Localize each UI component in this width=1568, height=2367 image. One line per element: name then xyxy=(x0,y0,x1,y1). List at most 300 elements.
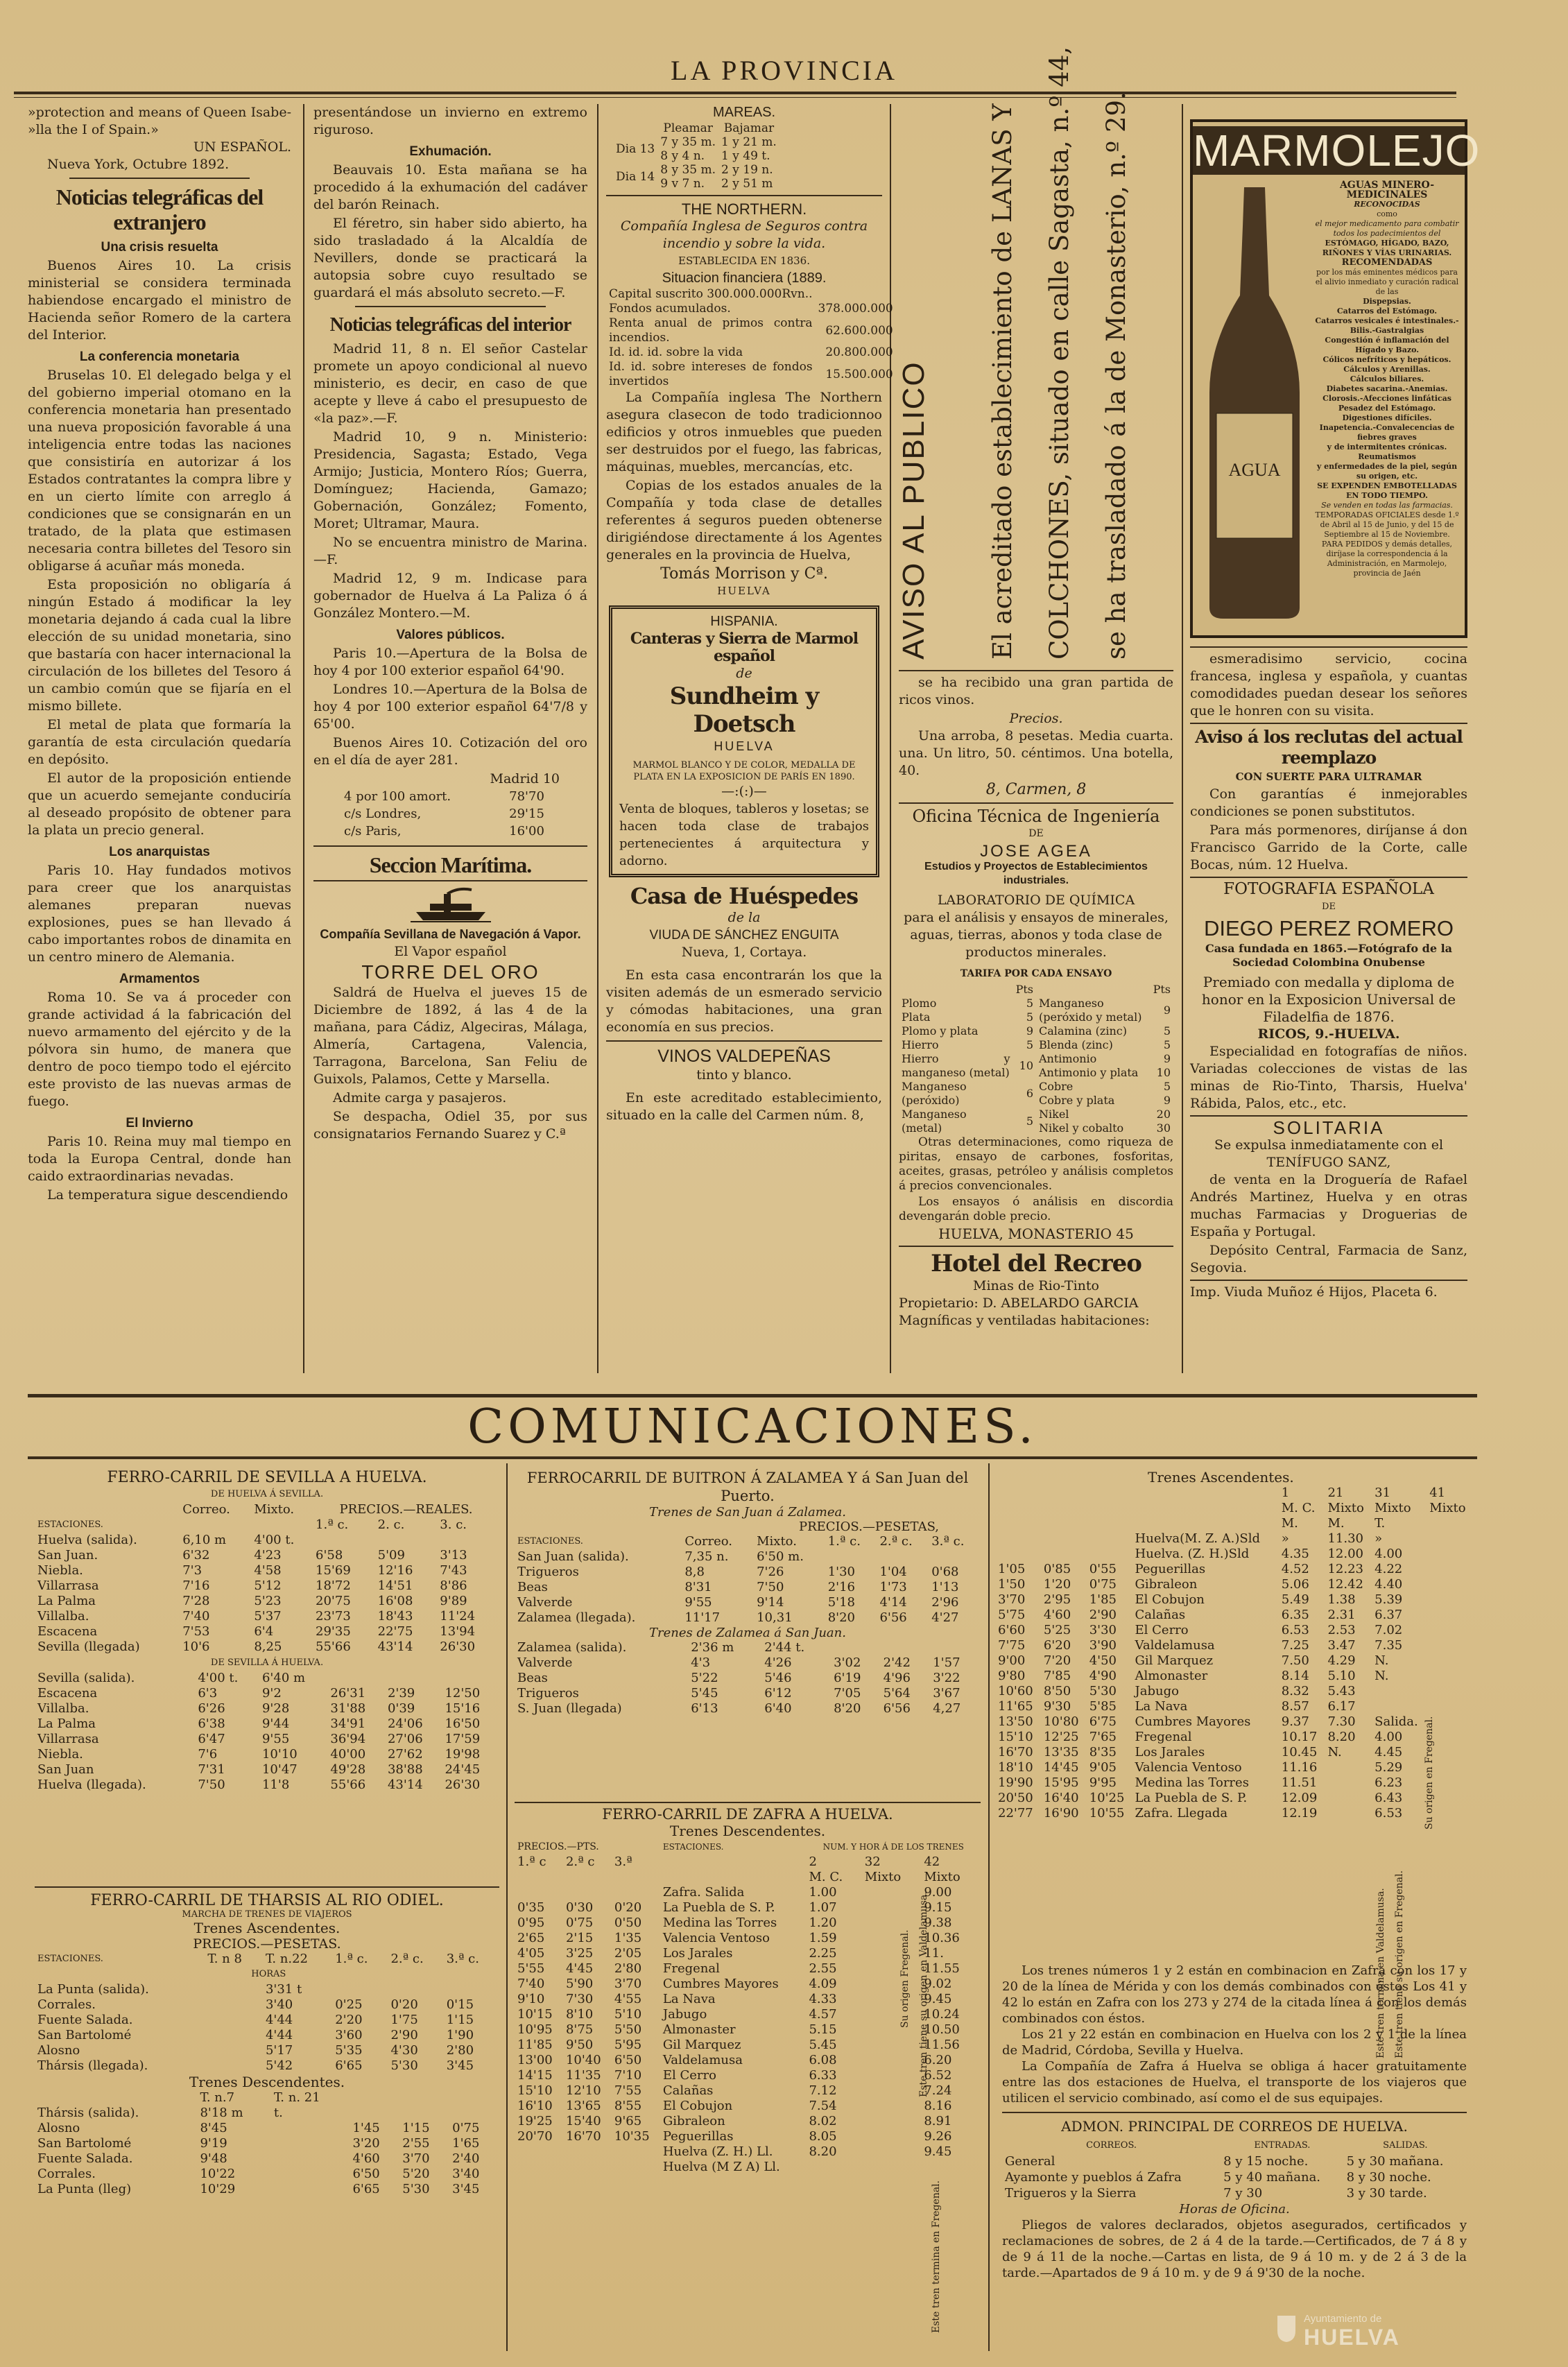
table-row xyxy=(1002,2137,1467,2153)
table-cell: 5'37 xyxy=(254,1609,282,1624)
table-cell: 1'45 xyxy=(352,2121,380,2135)
table-cell: 29'35 xyxy=(316,1624,351,1639)
column-2 xyxy=(313,104,587,1373)
table-cell: 8'55 xyxy=(614,2099,642,2113)
table-cell: La Palma xyxy=(37,1594,96,1608)
table-cell: Trigueros xyxy=(517,1686,579,1701)
table-cell: Corrales. xyxy=(37,2167,96,2181)
table-cell: 6'40 m xyxy=(261,1671,306,1685)
table-cell xyxy=(862,1946,922,1961)
table-cell: 9'14 xyxy=(757,1595,784,1610)
subheading: Armamentos xyxy=(119,972,200,986)
table-cell xyxy=(350,2090,499,2106)
vapor-label: El Vapor español xyxy=(394,944,507,959)
table-row xyxy=(35,1624,499,1639)
table-cell xyxy=(1325,1791,1372,1806)
ad-paragraph: se ha recibido una gran partida de ricos vinos. xyxy=(899,675,1173,707)
table-cell: 5.39 xyxy=(1375,1592,1403,1607)
table-cell: 4.45 xyxy=(1375,1745,1403,1759)
table-cell xyxy=(205,2028,263,2043)
column-rule xyxy=(988,1463,990,2351)
table-cell xyxy=(271,2136,350,2151)
table-row xyxy=(515,2007,981,2022)
table-cell: 62.600.000 xyxy=(825,323,893,338)
table-cell xyxy=(35,1967,205,1982)
table-cell xyxy=(375,1533,438,1548)
table-cell: 10,31 xyxy=(757,1610,793,1625)
hispania-ad xyxy=(609,605,879,877)
divider xyxy=(606,195,882,196)
table-cell: Bajamar xyxy=(723,121,775,135)
table-cell: 2'16 xyxy=(827,1580,856,1594)
table-cell: 4.35 xyxy=(1281,1547,1309,1561)
table-cell xyxy=(1325,1775,1372,1791)
table-cell xyxy=(862,1916,922,1931)
table-cell: 41 xyxy=(1429,1486,1446,1500)
buitron-rows-2 xyxy=(515,1640,981,1716)
table-cell: 1.00 xyxy=(809,1885,837,1900)
table-cell xyxy=(806,2160,861,2175)
table-row xyxy=(515,2038,981,2053)
table-cell: 14'15 xyxy=(517,2068,553,2083)
news-paragraph: La temperatura sigue descendiendo xyxy=(47,1187,288,1203)
table-row xyxy=(515,1916,981,1931)
table-cell: Alosno xyxy=(37,2043,80,2058)
table-cell: 6.33 xyxy=(809,2068,837,2083)
ad-line: PARA PEDIDOS y demás detalles, diríjase la correspondencia á la Administración, en Marmolejo, provincia de Jaén xyxy=(1321,540,1453,578)
ad-line: Diabetes sacarina.-Anemias. xyxy=(1326,384,1448,393)
sevilla-huelva xyxy=(35,1469,499,1793)
table-cell: 9.45 xyxy=(924,2144,952,2159)
table-row xyxy=(341,805,547,823)
news-paragraph: Paris 10. Hay fundados motivos para creer que los anarquistas alemanes preparan nuevas explosiones, pues se han llevado á cabo importantes robos de dinamita en un centro minero de Alemania. xyxy=(28,863,291,965)
table-cell: San Juan xyxy=(37,1762,94,1777)
table-cell: 1'85 xyxy=(1089,1592,1117,1607)
table-cell: c/s Londres, xyxy=(344,807,422,821)
table-cell: Beas xyxy=(517,1671,548,1685)
table-cell: 5'45 xyxy=(691,1686,718,1701)
table-cell: 6'65 xyxy=(352,2182,380,2196)
table-cell: 24'45 xyxy=(445,1762,481,1777)
correos-paragraph: Pliegos de valores declarados, objetos asegurados, certificados y reclamaciones de sobres, de 2 á 4 de la tarde.—Certificados, de 7 á 8 y de 9 á 11 de la noche.—Cartas en lista, de 9 á 10 m. y de 2 á 3 de la tarde.—Apartados de 9 á 10 m. y de 9 á 9'30 de la noche. xyxy=(1002,2218,1467,2280)
table-cell: 31'88 xyxy=(330,1701,366,1716)
table-cell xyxy=(251,1517,313,1533)
table-cell: 5 xyxy=(1163,1024,1171,1038)
divider xyxy=(1002,2112,1467,2113)
table-cell: 6 xyxy=(1026,1087,1033,1100)
ad-paragraph: Especialidad en fotografías de niños. Variadas colecciones de vistas de las minas de Rio-Tinto, Tharsis, Huelva' Rábida, Palos, etc., etc. xyxy=(1190,1044,1467,1111)
table-cell: 1'90 xyxy=(446,2028,474,2042)
table-cell: Trigueros y la Sierra xyxy=(1005,2186,1137,2201)
table-cell: 5.49 xyxy=(1281,1592,1309,1607)
table-cell: Hierro y manganeso (metal) xyxy=(902,1052,1010,1079)
asc-rows xyxy=(995,1531,1474,1821)
table-cell: 6'26 xyxy=(198,1701,225,1716)
table-cell: 0'39 xyxy=(387,1701,415,1716)
table-cell: 10 xyxy=(1019,1059,1033,1072)
table-row xyxy=(899,1038,1036,1052)
table-row xyxy=(1036,1121,1173,1135)
casa-title: Casa de Huéspedes xyxy=(630,883,859,909)
ad-paragraph: Con garantías é inmejorables condiciones se ponen substitutos. xyxy=(1190,786,1467,819)
divider xyxy=(606,1040,882,1042)
table-cell: 5'17 xyxy=(265,2043,293,2058)
company-name: Compañía Sevillana de Navegación á Vapor. xyxy=(320,927,581,941)
table-cell: 5'10 xyxy=(614,2007,642,2022)
table-cell: Los Jarales xyxy=(662,1946,733,1961)
table-cell: 9 xyxy=(1163,1004,1171,1017)
table-cell: 4,27 xyxy=(933,1701,961,1716)
table-cell: 10.24 xyxy=(924,2007,960,2022)
table-cell xyxy=(399,2106,449,2121)
table-cell: 5 xyxy=(1026,1114,1033,1128)
marmolejo-title: MARMOLEJO xyxy=(1193,126,1481,175)
watermark-line2: HUELVA xyxy=(1304,2325,1400,2350)
table-cell: Valverde xyxy=(517,1655,573,1670)
table-row xyxy=(606,345,896,360)
divider xyxy=(35,1886,499,1888)
table-cell: 4'60 xyxy=(352,2151,380,2166)
table-cell: 9'89 xyxy=(440,1594,467,1608)
table-cell: 0'55 xyxy=(1089,1562,1117,1576)
table-cell: 6'56 xyxy=(879,1610,907,1625)
table-cell xyxy=(831,1640,881,1655)
table-cell xyxy=(437,1533,499,1548)
table-cell: 7'30 xyxy=(565,1992,594,2006)
table-cell xyxy=(612,2144,660,2160)
table-cell xyxy=(995,1501,1279,1516)
table-cell xyxy=(816,287,896,302)
table-cell: 5'95 xyxy=(614,2038,642,2052)
table-row xyxy=(35,1533,499,1548)
table-cell: Huelva (M Z A) Ll. xyxy=(662,2160,780,2174)
table-cell: Thársis (llegada). xyxy=(37,2058,148,2073)
table-cell: 1'04 xyxy=(879,1565,907,1579)
table-cell: 10.45 xyxy=(1281,1745,1318,1759)
column-5 xyxy=(1190,104,1481,1373)
table-cell xyxy=(385,1671,442,1686)
established: ESTABLECIDA EN 1836. xyxy=(678,255,810,267)
table-cell: 2'90 xyxy=(390,2028,418,2042)
table-row xyxy=(35,1686,499,1701)
table-cell: La Punta (lleg) xyxy=(37,2182,132,2196)
zafra-rot-1: Su origen Fregenal. xyxy=(899,1929,911,2028)
table-row xyxy=(606,302,896,316)
asc-table xyxy=(995,1486,1474,1821)
table-row xyxy=(606,316,896,345)
hotel-sub: Minas de Rio-Tinto xyxy=(973,1278,1099,1293)
table-row xyxy=(515,1595,981,1610)
table-row xyxy=(35,1732,499,1747)
table-row xyxy=(995,1562,1474,1577)
table-cell: 14'45 xyxy=(1043,1760,1079,1775)
table-cell: 9'44 xyxy=(261,1716,290,1731)
table-cell: 3'40 xyxy=(452,2167,480,2181)
table-cell: 2'65 xyxy=(517,1931,545,1945)
table-cell: 13'00 xyxy=(517,2053,553,2067)
ad-paragraph: Los ensayos ó análisis en discordia devengarán doble precio. xyxy=(899,1195,1173,1223)
table-row xyxy=(1002,2185,1467,2201)
table-cell: 9'95 xyxy=(1089,1775,1117,1790)
asc-rot-1: Su origen en Fregenal. xyxy=(1424,1716,1435,1830)
table-cell: 16'10 xyxy=(517,2099,553,2113)
table-row xyxy=(1002,2153,1467,2169)
table-cell: Sevilla (salida). xyxy=(37,1671,135,1685)
table-cell: 0'85 xyxy=(1043,1562,1071,1576)
ad-line: el mejor medicamento para combatir todos los padecimientos del xyxy=(1315,219,1459,238)
table-cell: 10'55 xyxy=(1089,1806,1125,1821)
table-cell xyxy=(1427,1516,1474,1531)
northern-title: THE NORTHERN. xyxy=(681,200,807,218)
table-cell: 10'80 xyxy=(1043,1714,1079,1729)
estudios: Estudios y Proyectos de Establecimientos industriales. xyxy=(924,861,1148,886)
table-cell xyxy=(877,1549,929,1565)
ensayos-right xyxy=(1036,983,1173,1135)
table-cell: 8'18 m xyxy=(200,2106,243,2120)
table-cell: 20'70 xyxy=(517,2129,553,2144)
table-cell xyxy=(205,1997,263,2013)
table-cell: 1'15 xyxy=(446,2013,474,2027)
table-row xyxy=(995,1501,1474,1516)
news-paragraph: El féretro, sin haber sido abierto, ha sido trasladado á la Alcaldía de Nevillers, donde se practicará la autopsia sobre cuyo resultado se guardará el más absoluto secreto.—F. xyxy=(313,216,587,300)
viuda: VIUDA DE SÁNCHEZ ENGUITA xyxy=(649,928,839,943)
section-heading: Noticias telegráficas del extranjero xyxy=(55,184,264,234)
ad-paragraph: En esta casa encontrarán los que la visiten además de un esmerado servicio y cómodas habitaciones, una gran economía en sus precios. xyxy=(606,967,882,1035)
table-cell: S. Juan (llegada) xyxy=(517,1701,622,1716)
table-cell: Valencia Ventoso xyxy=(662,1931,770,1945)
table-cell xyxy=(862,2068,922,2083)
table-cell: Valencia Ventoso xyxy=(1135,1760,1242,1775)
news-paragraph: Paris 10.—Apertura de la Bolsa de hoy 4 por 100 exterior español 64'90. xyxy=(313,646,587,678)
table-cell: 3'13 xyxy=(440,1548,467,1563)
table-cell: 19'25 xyxy=(517,2114,553,2128)
table-cell: 4'3 xyxy=(691,1655,711,1670)
table-row xyxy=(899,1024,1036,1038)
ad-paragraph: Otras determinaciones, como riqueza de piritas, ensayo de carbones, fosforitas, aceites, grasas, petróleo y análisis completos á precios convencionales. xyxy=(899,1135,1173,1193)
table-cell xyxy=(862,2083,922,2099)
oficina-de: DE xyxy=(1028,828,1044,839)
maritima-heading: Seccion Marítima. xyxy=(369,852,532,877)
table-cell: Cobre y plata xyxy=(1039,1094,1115,1107)
table-row xyxy=(35,1701,499,1716)
divider xyxy=(1190,877,1467,878)
table-cell: 6'50 xyxy=(352,2167,380,2181)
table-cell: 5 y 30 mañana. xyxy=(1346,2154,1444,2169)
table-cell: 16'40 xyxy=(1043,1791,1079,1805)
table-cell: 2'20 xyxy=(335,2013,363,2027)
table-row xyxy=(995,1638,1474,1653)
table-cell: Corrales. xyxy=(37,1997,96,2012)
table-cell: Huelva (llegada). xyxy=(37,1778,146,1792)
table-cell: 8 y 30 noche. xyxy=(1346,2170,1431,2185)
table-cell: 0'30 xyxy=(565,1900,594,1915)
ad-paragraph: Depósito Central, Farmacia de Sanz, Segovia. xyxy=(1190,1243,1467,1275)
table-cell: 34'91 xyxy=(330,1716,366,1731)
table-row xyxy=(35,1967,499,1982)
table-row xyxy=(515,2099,981,2114)
table-cell: Niebla. xyxy=(37,1563,83,1578)
table-cell: 6'20 xyxy=(1043,1638,1071,1653)
table-cell xyxy=(862,1977,922,1992)
table-row xyxy=(995,1669,1474,1684)
table-cell xyxy=(205,2013,263,2028)
ensayos-left xyxy=(899,983,1036,1135)
table-cell: 10'47 xyxy=(261,1762,298,1777)
asc-title: Trenes Ascendentes. xyxy=(1148,1469,1294,1486)
ad-line: Digestiones difíciles. xyxy=(1342,413,1432,422)
table-cell: 2'90 xyxy=(1089,1608,1117,1622)
table-cell: 5'25 xyxy=(1043,1623,1071,1637)
comunicaciones-rule xyxy=(28,1456,1477,1459)
table-cell: 6.17 xyxy=(1327,1699,1356,1714)
table-cell: 10'6 xyxy=(182,1639,210,1654)
table-cell: 2'80 xyxy=(614,1961,642,1976)
table-cell: 1.ª c. xyxy=(335,1952,368,1966)
column-1 xyxy=(28,104,291,1373)
table-cell: Villalba. xyxy=(37,1701,89,1716)
table-row xyxy=(35,1639,499,1655)
northern-subtitle: Compañía Inglesa de Seguros contra incendio y sobre la vida. xyxy=(620,218,868,251)
ad-line: y enfermedades de la piel, según su origen, etc. xyxy=(1316,462,1458,481)
table-cell: Calañas xyxy=(662,2083,714,2098)
table-cell: 4.52 xyxy=(1281,1562,1309,1576)
aviso-text-3: se ha trasladado á la de Monasterio, n.º 29. xyxy=(1101,92,1131,660)
table-row xyxy=(35,2121,499,2136)
table-cell: 23'73 xyxy=(316,1609,351,1624)
table-cell: 8.57 xyxy=(1281,1699,1309,1714)
table-cell: San Juan. xyxy=(37,1548,98,1563)
table-row xyxy=(515,1701,981,1716)
foto-title: FOTOGRAFIA ESPAÑOLA xyxy=(1223,880,1434,898)
table-cell: 6'50 m. xyxy=(757,1549,804,1564)
zafra-rot-3: Este tren termina en Fregenal. xyxy=(931,2180,942,2333)
table-cell: 16'08 xyxy=(377,1594,413,1608)
table-row xyxy=(35,1517,499,1533)
ship-name: TORRE DEL ORO xyxy=(361,961,540,983)
table-cell xyxy=(995,1531,1041,1547)
table-cell: Blenda (zinc) xyxy=(1039,1038,1113,1051)
sevilla-rows-2 xyxy=(35,1671,499,1793)
table-cell: 3'70 xyxy=(402,2151,430,2166)
marmolejo-ad xyxy=(1190,119,1481,638)
table-cell: 3'70 xyxy=(614,1977,642,1991)
table-cell: 0'75 xyxy=(452,2121,480,2135)
table-cell: 8'35 xyxy=(1089,1745,1117,1759)
table-cell: 6.53 xyxy=(1375,1806,1403,1821)
hotel-owner: Propietario: D. ABELARDO GARCIA xyxy=(899,1296,1139,1311)
table-cell: Fondos acumulados. xyxy=(609,302,731,316)
table-cell: 5'42 xyxy=(265,2058,293,2073)
table-row xyxy=(515,1992,981,2007)
table-cell: 0'15 xyxy=(446,1997,474,2012)
table-row xyxy=(515,1655,981,1671)
table-row xyxy=(515,2068,981,2083)
table-row xyxy=(515,1870,981,1885)
table-cell: 5'55 xyxy=(517,1961,545,1976)
table-cell: Medina las Torres xyxy=(662,1916,777,1930)
table-cell: 5'46 xyxy=(764,1671,792,1685)
table-cell: 15'40 xyxy=(565,2114,601,2128)
table-cell: Valverde xyxy=(517,1595,573,1610)
bottle-icon xyxy=(1203,184,1307,621)
table-cell: 14'51 xyxy=(377,1578,413,1593)
table-cell: Escacena xyxy=(37,1624,98,1639)
table-cell: 11. xyxy=(924,1946,944,1961)
table-cell: 10.17 xyxy=(1281,1730,1318,1744)
table-row xyxy=(995,1653,1474,1669)
ad-line: Cólicos nefríticos y hepáticos. xyxy=(1323,355,1451,364)
column-rule xyxy=(303,104,304,1373)
table-cell: 55'66 xyxy=(316,1639,351,1654)
table-cell: 7 y 30 xyxy=(1223,2186,1263,2201)
table-cell: 15'69 xyxy=(316,1563,351,1578)
table-cell: 4.40 xyxy=(1375,1577,1403,1592)
table-cell xyxy=(612,2160,660,2175)
tharsis xyxy=(35,1892,499,2197)
table-row xyxy=(613,163,779,177)
divider xyxy=(69,178,250,179)
table-cell: 2'15 xyxy=(565,1931,594,1945)
table-cell: 4'44 xyxy=(265,2013,293,2027)
table-cell: 3'45 xyxy=(452,2182,480,2196)
laboratorio: LABORATORIO DE QUÍMICA xyxy=(937,893,1135,908)
table-cell: Salida. xyxy=(1375,1714,1418,1729)
table-cell: Peguerillas xyxy=(1135,1562,1206,1576)
table-cell: 0'35 xyxy=(517,1900,545,1915)
table-cell: CORREOS. xyxy=(1086,2140,1137,2151)
table-row xyxy=(995,1730,1474,1745)
table-cell: Calañas xyxy=(1135,1608,1186,1622)
table-cell: Thársis (salida). xyxy=(37,2106,139,2120)
news-paragraph: Beauvais 10. Esta mañana se ha procedido á la exhumación del cadáver del barón Reinach. xyxy=(313,162,587,212)
column-rule xyxy=(1182,104,1183,1373)
table-cell: Huelva. (Z. H.)Sld xyxy=(1135,1547,1250,1561)
table-cell: 9.45 xyxy=(924,1992,952,2006)
table-cell xyxy=(995,1486,1279,1501)
agea-address: HUELVA, MONASTERIO 45 xyxy=(938,1225,1134,1242)
table-cell: 3'60 xyxy=(335,2028,363,2042)
table-cell: 10'25 xyxy=(1089,1791,1125,1805)
vinos-sub: tinto y blanco. xyxy=(696,1067,792,1083)
table-cell xyxy=(444,1982,499,1997)
table-cell: 15.500.000 xyxy=(825,367,893,381)
hotel-title: Hotel del Recreo xyxy=(931,1250,1141,1277)
table-cell: T. n. 21 xyxy=(273,2090,320,2105)
table-row xyxy=(995,1775,1474,1791)
table-cell: 7'40 xyxy=(517,1977,545,1991)
table-cell xyxy=(563,2144,612,2160)
table-row xyxy=(35,2058,499,2074)
tharsis-asc: Trenes Ascendentes. xyxy=(193,1920,341,1936)
foto-de: DE xyxy=(1322,902,1336,912)
ad-paragraph: de venta en la Droguería de Rafael Andrés Martinez, Huelva y en otras muchas Farmacias y Droguerias de España y Portugal. xyxy=(1190,1172,1467,1239)
table-row xyxy=(1036,1080,1173,1094)
table-row xyxy=(1036,1052,1173,1066)
table-cell: 8.32 xyxy=(1281,1684,1309,1698)
correos-table xyxy=(1002,2137,1467,2201)
table-cell: Trigueros xyxy=(517,1565,579,1579)
table-row xyxy=(35,1747,499,1762)
table-row xyxy=(515,1900,981,1916)
table-cell: 5'64 xyxy=(883,1686,911,1701)
table-row xyxy=(613,121,779,135)
table-row xyxy=(515,1946,981,1961)
table-cell: 9 xyxy=(1026,1024,1033,1038)
table-cell: ESTACIONES. xyxy=(37,1954,103,1964)
viuda-addr: Nueva, 1, Cortaya. xyxy=(681,945,807,960)
table-cell: t. xyxy=(273,2106,283,2120)
table-cell: 2'05 xyxy=(614,1946,642,1961)
